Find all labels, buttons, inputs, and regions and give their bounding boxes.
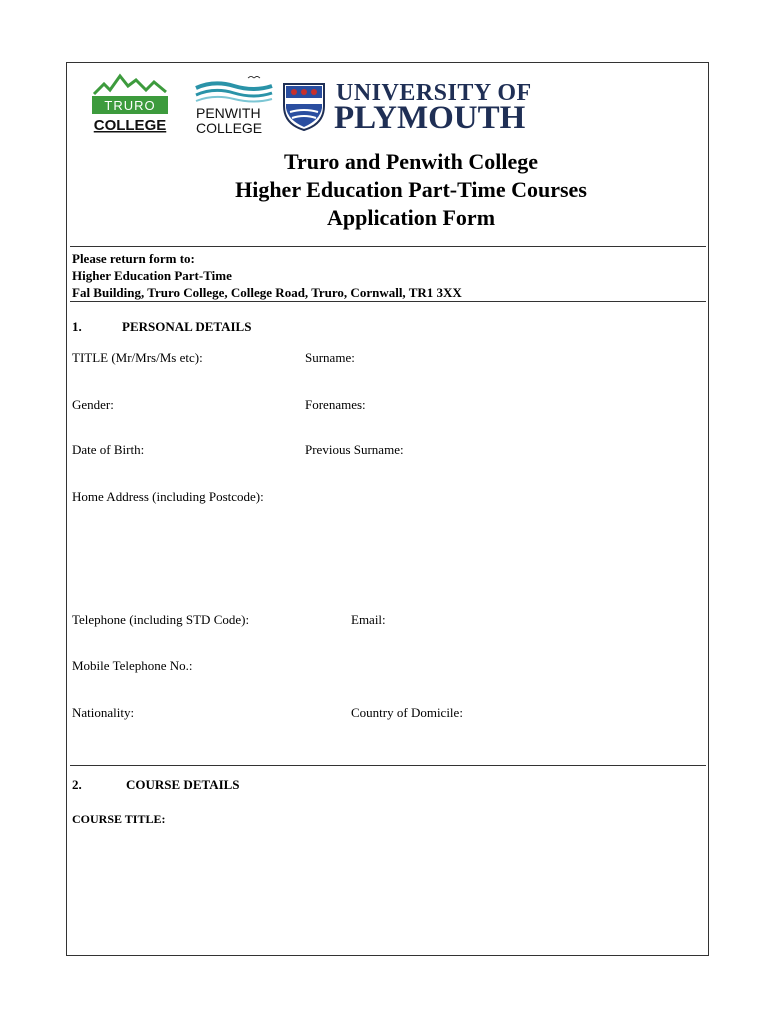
university-name-line2: PLYMOUTH [334,100,526,136]
return-label: Please return form to: [72,251,195,266]
truro-college-logo [90,72,170,136]
svg-text:PENWITH: PENWITH [196,105,261,121]
email-field-label: Email: [351,612,386,627]
university-crest-icon [282,82,326,132]
surname-field-label: Surname: [305,350,355,365]
section1-number: 1. [72,319,82,334]
section2-number: 2. [72,777,82,792]
return-department: Higher Education Part-Time [72,268,232,283]
svg-text:TRURO: TRURO [104,98,156,113]
svg-text:COLLEGE: COLLEGE [93,117,167,134]
forenames-field-label: Forenames: [305,397,366,412]
form-title-line1: Truro and Penwith College [283,149,539,174]
penwith-college-logo [194,76,274,136]
gender-field-label: Gender: [72,397,114,412]
previous-surname-field-label: Previous Surname: [305,442,404,457]
divider [70,765,706,766]
divider [70,246,706,247]
form-title-line3: Application Form [326,205,496,230]
dob-field-label: Date of Birth: [72,442,145,457]
section1-heading: PERSONAL DETAILS [122,319,252,334]
form-title-line2: Higher Education Part-Time Courses [235,177,587,202]
address-field-label: Home Address (including Postcode): [72,489,264,504]
university-name-line1: UNIVERSITY OF [336,80,532,106]
nationality-field-label: Nationality: [72,705,135,720]
logo-strip [88,70,538,136]
return-address: Fal Building, Truro College, College Road, Truro, Cornwall, TR1 3XX [72,285,462,300]
telephone-field-label: Telephone (including STD Code): [72,612,250,627]
course-title-label: COURSE TITLE: [72,812,166,826]
divider [70,301,706,302]
section2-heading: COURSE DETAILS [126,777,240,792]
domicile-field-label: Country of Domicile: [351,705,463,720]
mobile-field-label: Mobile Telephone No.: [72,658,193,673]
title-field-label: TITLE (Mr/Mrs/Ms etc): [72,350,203,365]
svg-text:COLLEGE: COLLEGE [196,120,263,136]
